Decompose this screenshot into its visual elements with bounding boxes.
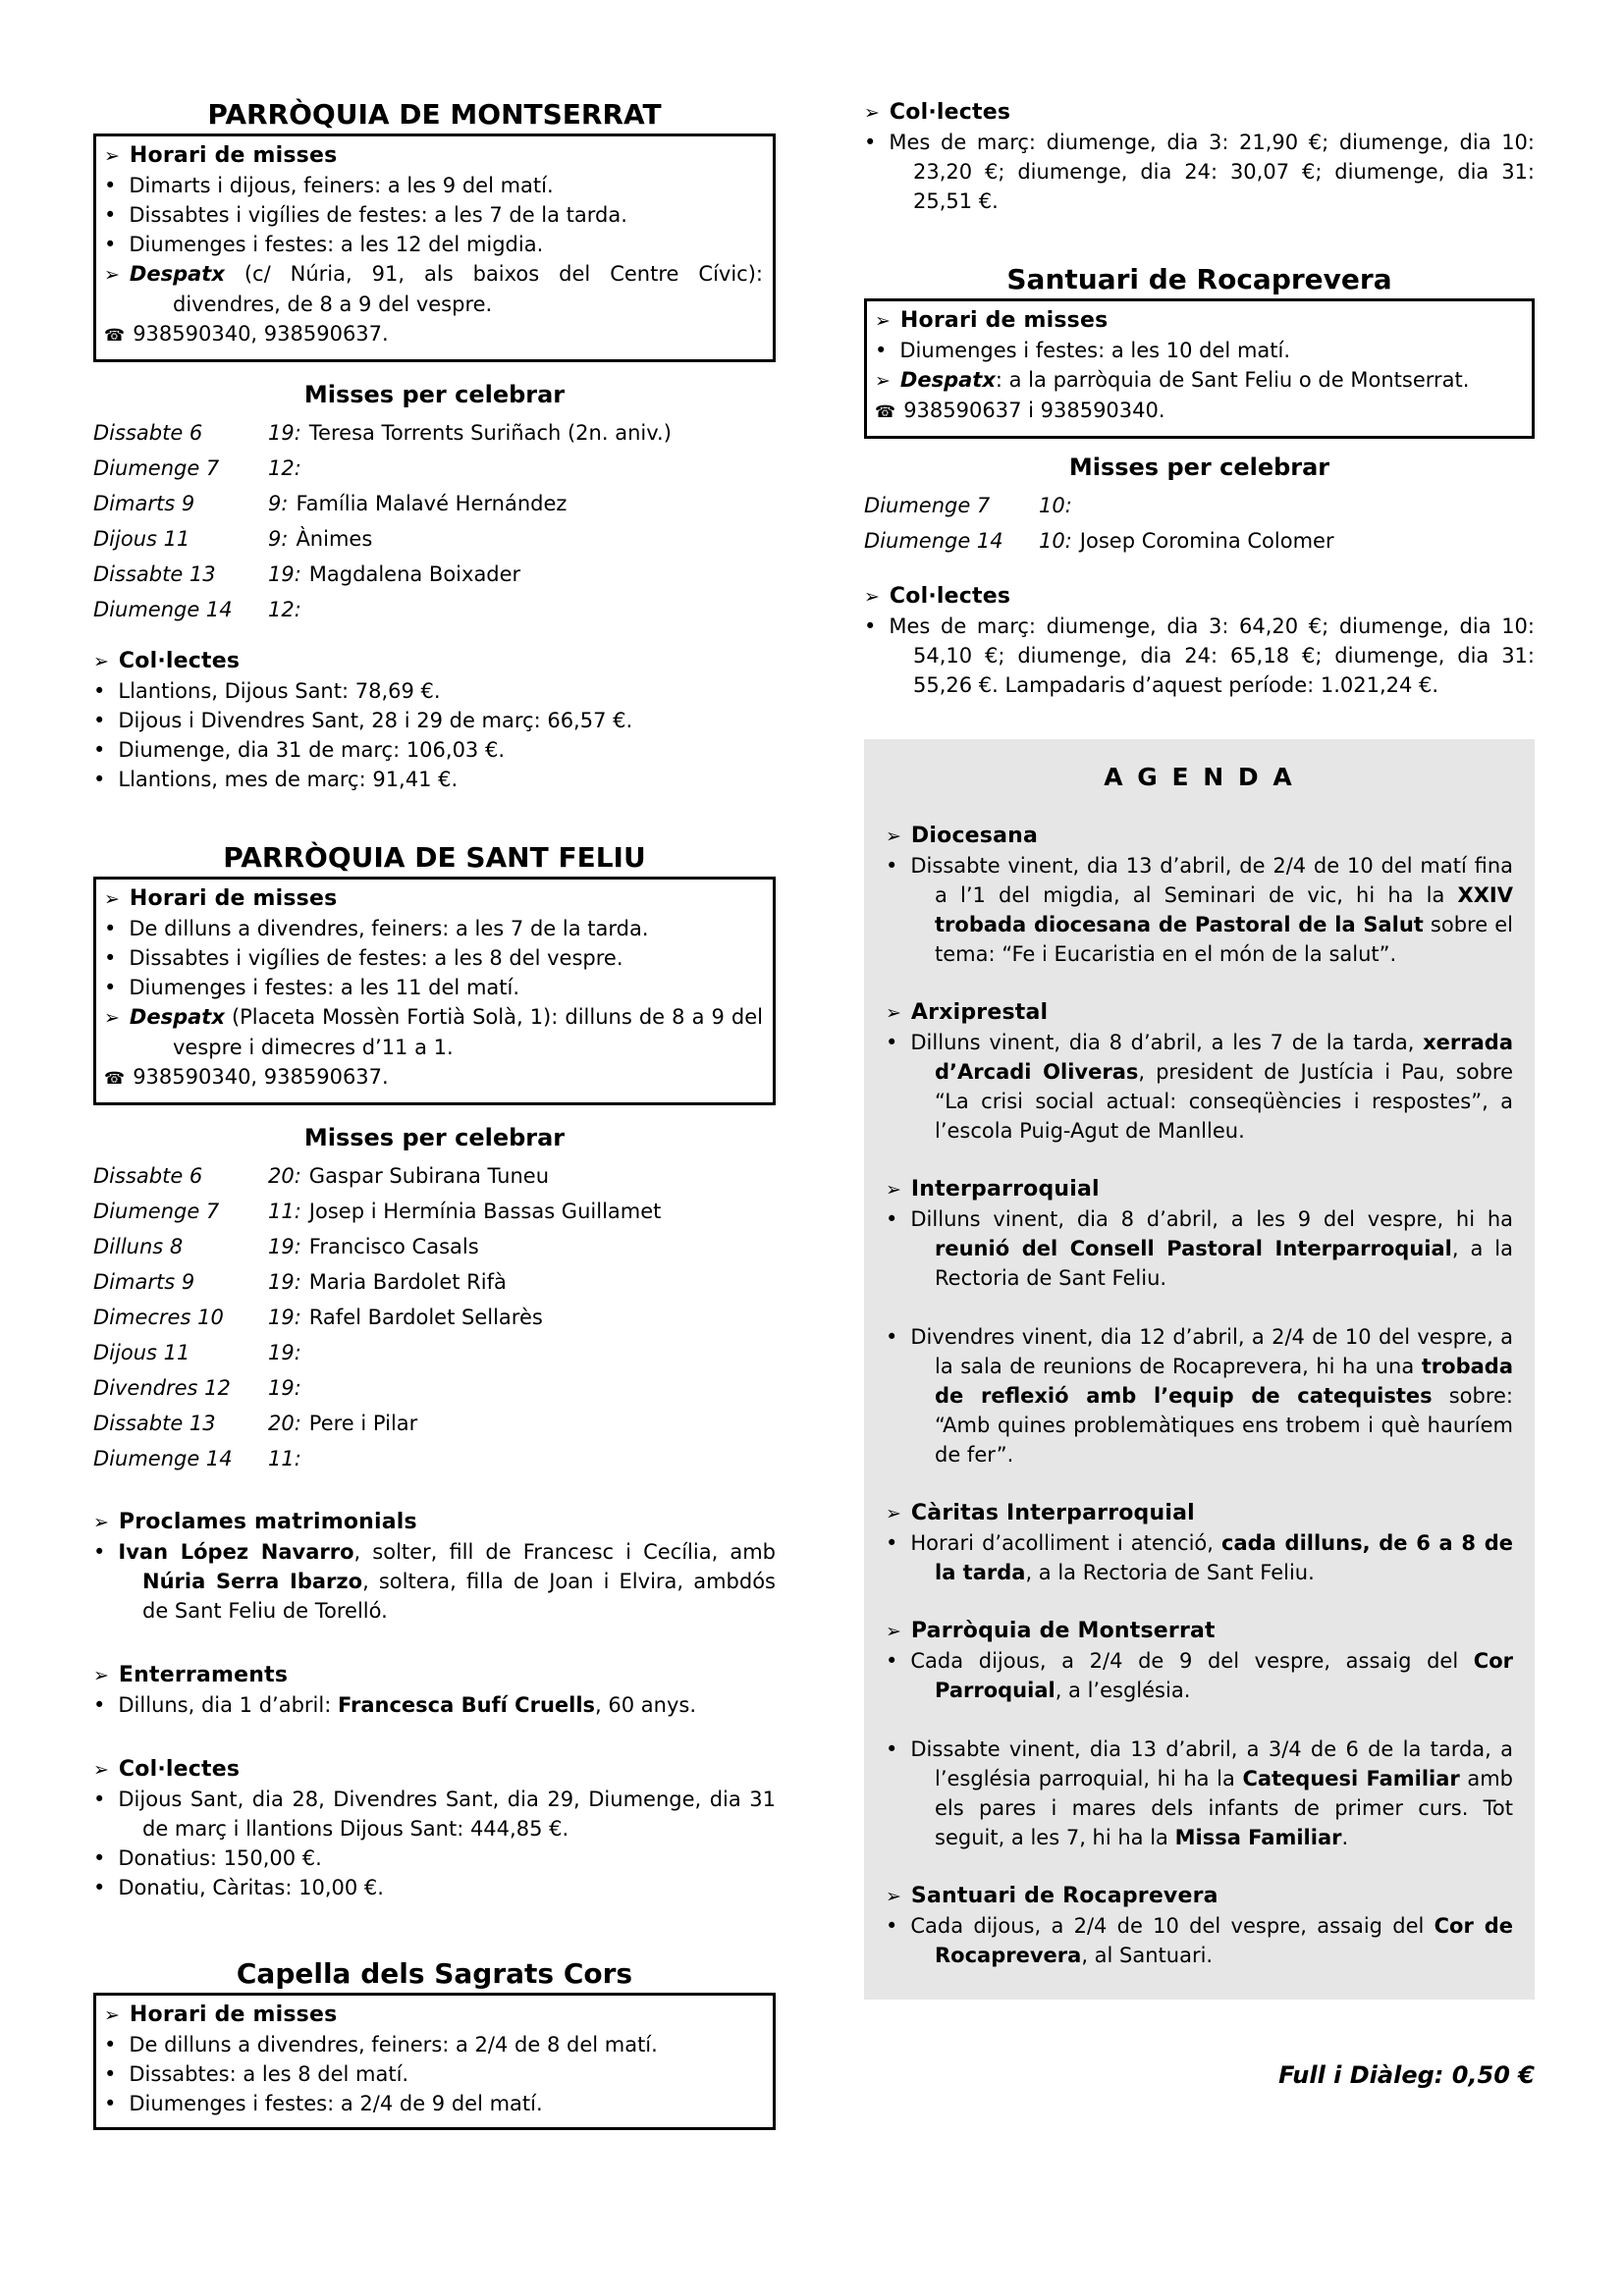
mass-day: Diumenge 7 [93,1200,220,1223]
agenda-title: A G E N D A [1104,763,1295,791]
horari-item: • Dissabtes: a les 8 del matí. [104,2062,409,2086]
mass-day: Diumenge 14 [93,1447,233,1470]
collectes-header: ➢ Col·lectes [864,584,1011,609]
despatx-text: Despatx (c/ Núria, 91, als baixos del Centre Cívic): divendres, de 8 a 9 del vespre. [129,262,763,316]
horari-item-text: Dissabtes i vigílies de festes: a les 7 de la tarda. [129,203,627,227]
bullet-icon: • [93,1846,106,1870]
collecta-item: • Donatius: 150,00 €. [93,1846,322,1870]
horari-item: • De dilluns a divendres, feiners: a les 7 de la tarda. [104,917,649,940]
mass-name: Rafel Bardolet Sellarès [308,1306,543,1329]
mass-day: Dissabte 13 [93,1412,216,1435]
mass-row [93,1410,776,1437]
misses-title: Misses per celebrar [1068,454,1330,481]
mass-name: Josep i Hermínia Bassas Guillamet [308,1200,662,1223]
horari-item [104,171,763,200]
bullet-icon: • [104,2033,117,2056]
arrow-bullet-icon: ➢ [864,102,880,124]
horari-item: • Dissabtes i vigílies de festes: a les 8 del vespre. [104,946,623,970]
bullet-icon: • [104,203,117,227]
mass-time: 20: [268,1164,301,1188]
bullet-icon: • [93,1876,106,1899]
collecta-item: • Mes de març: diumenge, dia 3: 64,20 €; diumenge, dia 10: 54,10 €; diumenge, dia 24: 65,18 €; diumenge, dia 31: 55,26 €. Lampadaris d’aquest període: 1.021,24 €. [864,614,1535,697]
collectes-header: ➢ Col·lectes [864,100,1011,125]
mass-time: 10: [1039,494,1072,517]
phone-line [104,319,763,350]
mass-name: Magdalena Boixader [308,562,521,586]
bullet-icon: • [104,2062,117,2086]
mass-row [93,1339,776,1366]
mass-day: Dimecres 10 [93,1306,224,1329]
collecta-item: • Donatiu, Càritas: 10,00 €. [93,1876,384,1899]
phone-icon: ☎ [104,1069,126,1089]
horari-item: • Diumenges i festes: a les 10 del matí. [875,339,1291,362]
arrow-bullet-icon: ➢ [864,586,880,608]
horari-header: ➢ Horari de misses [104,886,338,911]
mass-time: 11: [268,1447,301,1470]
mass-row [93,1374,776,1402]
bullet-icon: • [104,2092,117,2115]
agenda-section-header: ➢ Arxiprestal [886,1000,1049,1025]
collecta-item: • Dijous Sant, dia 28, Divendres Sant, dia 29, Diumenge, dia 31 de març i llantions Dijous Sant: 444,85 €. [93,1788,776,1841]
phone-line [104,1062,763,1094]
mass-name: Francisco Casals [308,1235,479,1258]
rocaprevera-info-box [864,298,1535,439]
rocaprevera-mass-table [864,492,1535,555]
agenda-item: • Cada dijous, a 2/4 de 10 del vespre, assaig del Cor de Rocaprevera, al Santuari. [886,1914,1514,1967]
mass-row [93,490,776,517]
mass-day: Dimarts 9 [93,1270,195,1294]
phone-line [875,396,1522,427]
mass-name: Josep Coromina Colomer [1079,529,1334,553]
phone-icon: ☎ [875,402,896,422]
bullet-icon: • [886,854,898,878]
mass-row [864,527,1535,555]
mass-name: Pere i Pilar [308,1412,418,1435]
misses-title: Misses per celebrar [303,381,566,408]
collecta-item: • Mes de març: diumenge, dia 3: 21,90 €; diumenge, dia 10: 23,20 €; diumenge, dia 24: 30,07 €; diumenge, dia 31: 25,51 €. [864,131,1535,213]
collecta-item: • Diumenge, dia 31 de març: 106,03 €. [93,738,506,762]
agenda-section-header: ➢ Càritas Interparroquial [886,1501,1195,1525]
mass-time: 12: [268,598,301,621]
mass-name: Ànimes [296,527,373,551]
arrow-bullet-icon: ➢ [875,310,891,332]
santfeliu-info-box [93,877,776,1105]
phone-numbers: 938590637 i 938590340. [903,399,1165,422]
mass-row [93,1233,776,1260]
horari-header: ➢ Horari de misses [875,308,1109,333]
collecta-item: • Llantions, Dijous Sant: 78,69 €. [93,679,441,703]
mass-row [93,1445,776,1472]
mass-day: Dissabte 13 [93,562,216,586]
capella-info-box [93,1993,776,2130]
rocaprevera-title: Santuari de Rocaprevera [1006,263,1392,295]
mass-day: Dissabte 6 [93,1164,203,1188]
bullet-icon: • [886,1737,898,1761]
bullet-icon: • [104,917,117,940]
phone-numbers: 938590340, 938590637. [133,322,389,346]
arrow-bullet-icon: ➢ [875,370,891,392]
agenda-item: • Dissabte vinent, dia 13 d’abril, a 3/4 de 6 de la tarda, a l’església parroquial, hi ha la Catequesi Familiar amb els pares i mares dels infants de primer curs. Tot seguit, a les 7, hi ha la Missa Familiar. [886,1737,1513,1849]
bullet-icon: • [93,1693,106,1717]
agenda-section-header: ➢ Parròquia de Montserrat [886,1619,1216,1643]
misses-title: Misses per celebrar [303,1124,566,1151]
horari-item [104,200,763,230]
horari-item [104,230,763,259]
mass-day: Dijous 11 [93,527,190,551]
mass-day: Diumenge 7 [864,494,991,517]
mass-row [93,1268,776,1296]
santfeliu-title: PARRÒQUIA DE SANT FELIU [223,841,646,874]
bullet-icon: • [93,709,106,732]
mass-time: 19: [268,1235,301,1258]
mass-day: Diumenge 14 [864,529,1003,553]
arrow-bullet-icon: ➢ [93,1665,109,1686]
mass-row [93,419,776,447]
mass-name: Gaspar Subirana Tuneu [308,1164,550,1188]
bullet-icon: • [104,976,117,999]
arrow-bullet-icon: ➢ [886,1503,901,1524]
arrow-bullet-icon: ➢ [93,1512,109,1533]
mass-row [93,1198,776,1225]
mass-day: Dijous 11 [93,1341,190,1364]
arrow-bullet-icon: ➢ [93,1759,109,1781]
capella-title: Capella dels Sagrats Cors [236,1957,633,1990]
price-footer: Full i Diàleg: 0,50 € [1278,2061,1535,2089]
mass-time: 9: [268,527,289,551]
bullet-icon: • [93,768,106,791]
horari-header: ➢ Horari de misses [104,2002,338,2027]
mass-time: 9: [268,492,289,515]
mass-time: 19: [268,421,301,445]
mass-row [93,1162,776,1190]
agenda-item: • Dissabte vinent, dia 13 d’abril, de 2/4 de 10 del matí fina a l’1 del migdia, al Seminari de vic, hi ha la XXIV trobada diocesana de Pastoral de la Salut sobre el tema: “Fe i Eucaristia en el món de la salut”. [886,854,1513,966]
bullet-icon: • [864,131,877,154]
bullet-icon: • [104,233,117,256]
mass-time: 20: [268,1412,301,1435]
bullet-icon: • [875,339,888,362]
bullet-icon: • [93,1540,106,1564]
agenda-item: • Dilluns vinent, dia 8 d’abril, a les 9 del vespre, hi ha reunió del Consell Pastoral Interparroquial, a la Rectoria de Sant Feliu. [886,1207,1513,1290]
bullet-icon: • [886,1207,898,1231]
mass-time: 10: [1039,529,1072,553]
mass-name: Maria Bardolet Rifà [308,1270,507,1294]
horari-item: • De dilluns a divendres, feiners: a 2/4 de 8 del matí. [104,2033,658,2056]
proclames-item: • Ivan López Navarro, solter, fill de Francesc i Cecília, amb Núria Serra Ibarzo, soltera, filla de Joan i Elvira, ambdós de Sant Feliu de Torelló. [93,1540,776,1623]
mass-time: 11: [268,1200,301,1223]
mass-row [93,596,776,623]
collecta-item: • Dijous i Divendres Sant, 28 i 29 de març: 66,57 €. [93,709,633,732]
collecta-item: • Llantions, mes de març: 91,41 €. [93,768,459,791]
arrow-bullet-icon: ➢ [886,1886,901,1907]
mass-day: Diumenge 14 [93,598,233,621]
mass-day: Dilluns 8 [93,1235,184,1258]
arrow-bullet-icon: ➢ [104,264,120,286]
horari-header-label: Horari de misses [129,143,338,168]
mass-day: Diumenge 7 [93,456,220,480]
mass-row [93,454,776,482]
agenda-item: • Cada dijous, a 2/4 de 9 del vespre, assaig del Cor Parroquial, a l’església. [886,1649,1513,1702]
mass-day: Dimarts 9 [93,492,195,515]
collectes-header: ➢ Col·lectes [93,1757,241,1782]
phone-icon: ☎ [104,326,126,346]
left-column [93,98,776,2130]
horari-item: • Diumenges i festes: a 2/4 de 9 del matí. [104,2092,543,2115]
arrow-bullet-icon: ➢ [886,826,901,847]
arrow-bullet-icon: ➢ [104,888,120,910]
horari-header [104,141,763,171]
bullet-icon: • [886,1031,898,1054]
montserrat-info-box [93,133,776,362]
mass-row [93,1304,776,1331]
enterraments-header: ➢ Enterraments [93,1663,289,1687]
arrow-bullet-icon: ➢ [104,145,120,167]
phone-numbers: 938590340, 938590637. [133,1065,389,1089]
agenda-item: • Divendres vinent, dia 12 d’abril, a 2/4 de 10 del vespre, a la sala de reunions de Rocaprevera, hi ha una trobada de reflexió amb l’equip de catequistes sobre: “Amb quines problemàtiques ens trobem i què hauríem de fer”. [886,1325,1513,1467]
despatx-line [875,365,1522,396]
mass-row [93,561,776,588]
agenda-section-header: ➢ Santuari de Rocaprevera [886,1884,1218,1908]
bullet-icon: • [93,738,106,762]
bullet-icon: • [93,1788,106,1811]
mass-time: 19: [268,562,301,586]
arrow-bullet-icon: ➢ [886,1621,901,1642]
arrow-bullet-icon: ➢ [93,651,109,672]
mass-row [864,492,1535,519]
horari-item-text: Dimarts i dijous, feiners: a les 9 del matí. [129,174,554,197]
bullet-icon: • [886,1531,898,1555]
bullet-icon: • [104,174,117,197]
mass-time: 19: [268,1270,301,1294]
arrow-bullet-icon: ➢ [886,1002,901,1024]
bullet-icon: • [864,614,877,638]
arrow-bullet-icon: ➢ [104,2004,120,2026]
despatx-text: Despatx (Placeta Mossèn Fortià Solà, 1): dilluns de 8 a 9 del vespre i dimecres d’11 a 1. [129,1005,763,1059]
santfeliu-mass-table [93,1162,776,1472]
agenda-item: • Horari d’acolliment i atenció, cada dilluns, de 6 a 8 de la tarda, a la Rectoria de Sant Feliu. [886,1531,1514,1584]
mass-time: 12: [268,456,301,480]
mass-day: Divendres 12 [93,1376,231,1400]
horari-item: • Diumenges i festes: a les 11 del matí. [104,976,520,999]
mass-day: Dissabte 6 [93,421,203,445]
agenda-section-header: ➢ Diocesana [886,824,1039,848]
horari-item-text: Diumenges i festes: a les 12 del migdia. [129,233,544,256]
mass-name: Teresa Torrents Suriñach (2n. aniv.) [308,421,672,445]
bullet-icon: • [104,946,117,970]
mass-row [93,525,776,553]
montserrat-mass-table [93,419,776,623]
agenda-box [864,739,1535,2000]
proclames-header: ➢ Proclames matrimonials [93,1510,417,1534]
agenda-item: • Dilluns vinent, dia 8 d’abril, a les 7 de la tarda, xerrada d’Arcadi Oliveras, president de Justícia i Pau, sobre “La crisi social actual: conseqüències i respostes”, a l’escola Puig-Agut de Manlleu. [886,1031,1513,1143]
bullet-icon: • [886,1649,898,1673]
right-column [864,98,1535,2090]
despatx-line [104,1002,763,1062]
mass-name: Família Malavé Hernández [296,492,568,515]
enterrament-item: • Dilluns, dia 1 d’abril: Francesca Bufí Cruells, 60 anys. [93,1693,697,1717]
mass-time: 19: [268,1306,301,1329]
mass-time: 19: [268,1341,301,1364]
despatx-text: Despatx: a la parròquia de Sant Feliu o de Montserrat. [899,368,1470,392]
montserrat-title: PARRÒQUIA DE MONTSERRAT [207,98,662,131]
arrow-bullet-icon: ➢ [886,1179,901,1201]
arrow-bullet-icon: ➢ [104,1007,120,1029]
mass-time: 19: [268,1376,301,1400]
despatx-line [104,259,763,319]
agenda-section-header: ➢ Interparroquial [886,1177,1100,1201]
bullet-icon: • [93,679,106,703]
bullet-icon: • [886,1325,898,1349]
collectes-header: ➢ Col·lectes [93,649,241,673]
bullet-icon: • [886,1914,898,1938]
